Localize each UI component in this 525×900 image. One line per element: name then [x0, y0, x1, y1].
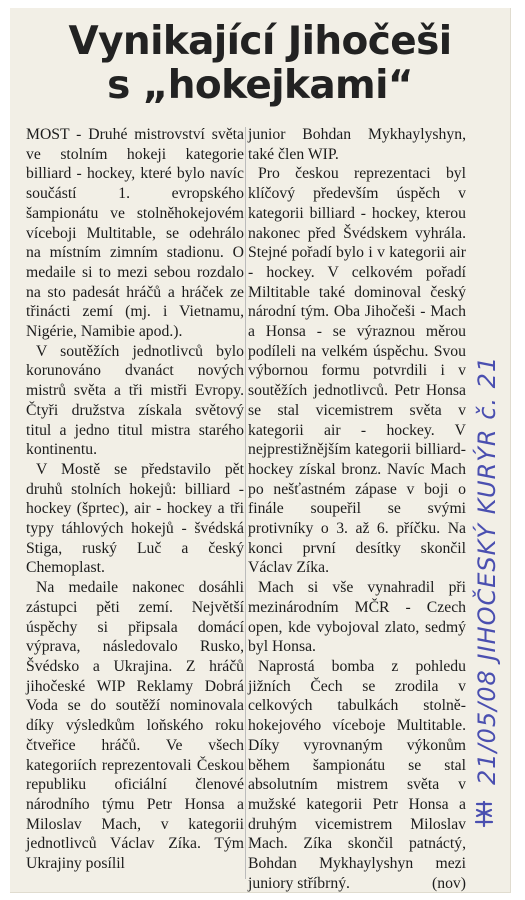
- article-paragraph: MOST - Druhé mistrovství světa ve stolním hokeji kategorie billiard - hockey, které bylo navíc součástí 1. evropského šampionátu ve stolněhokejovém víceboji Multitable, se odehrálo na místním zimním stadionu. O medaile si to mezi sebou rozdalo na sto padesát hráčů a hráček ze třinácti zemí (mj. i Vietnamu, Nigérie, Namibie apod.).: [26, 126, 244, 341]
- headline: [10, 20, 510, 109]
- handwritten-mark-icon: [473, 800, 495, 828]
- article-paragraph: V soutěžích jednotlivců bylo korunováno dvanáct nových mistrů světa a tři mistři Evropy. Čtyři družstva získala světový titul a jedno titul mistra starého kontinentu.: [26, 342, 244, 459]
- headline-line-2: s „hokejkami“: [107, 63, 413, 109]
- headline-line-1: Vynikající Jihočeši: [68, 19, 452, 64]
- article-column-right: [248, 125, 466, 893]
- handwritten-annotation: [473, 120, 513, 820]
- article-paragraph: [248, 657, 466, 893]
- column-divider: [245, 127, 246, 879]
- article-paragraph-text: Naprostá bomba z pohledu jižních Čech se zrodila v celkových tabulkách stolně-hokejového víceboje Multitable. Díky vyrovnaným výkonům během šampionátu se stal absolutním mistrem světa v mužské kategorii Petr Honsa a druhým vicemistrem Miloslav Mach. Zíka skončil patnáctý, Bohdan Mykhaylyshyn mezi juniory stříbrný.: [248, 657, 466, 892]
- article-paragraph: Pro českou reprezentaci byl klíčový především úspěch v kategorii billiard - hockey, kterou nakonec před Švédskem vyhrála. Stejné pořadí bylo i v kategorii air - hockey. V celkovém pořadí Miltitable také dominoval český národní tým. Oba Jihočeši - Mach a Honsa - se výraznou měrou podíleli na velkém úspěchu. Svou výbornou formu potvrdili i v soutěžích jednotlivců. Petr Honsa se stal vicemistrem světa v kategorii air - hockey. V nejprestižnějším kategorii billiard- hockey získal bronz. Navíc Mach po nešťastném zápase v boji o finále soupeřil se svými protivníky o 3. až 6. příčku. Na konci první desítky skončil Václav Zíka.: [248, 165, 466, 577]
- article-paragraph: Na medaile nakonec dosáhli zástupci pěti zemí. Největší úspěchy si připsala domácí výprava, následovalo Rusko, Švédsko a Ukrajina. Z hráčů jihočeské WIP Reklamy Dobrá Voda se do soutěží nominovala díky výsledkům loňského roku čtveřice hráčů. Ve všech kategoriích reprezentovali Českou republiku oficiální členové národního týmu Petr Honsa a Miloslav Mach, v kategorii jednotlivců Václav Zíka. Tým Ukrajiny posílil: [26, 579, 244, 873]
- handwritten-note: 21/05/08 JIHOČESKÝ KURÝR č. 21: [473, 355, 501, 785]
- byline: (nov): [432, 874, 466, 892]
- article-paragraph: junior Bohdan Mykhaylyshyn, také člen WIP.: [248, 126, 466, 163]
- article-column-left: [26, 125, 244, 874]
- article-paragraph: Mach si vše vynahradil při mezinárodním MČR - Czech open, kde vybojoval zlato, sedmý byl Honsa.: [248, 579, 466, 656]
- article-paragraph: V Mostě se představilo pět druhů stolních hokejů: billiard - hockey (šprtec), air - hockey a tři typy táhlových hokejů - švédská Stiga, ruský Luč a český Chemoplast.: [26, 460, 244, 577]
